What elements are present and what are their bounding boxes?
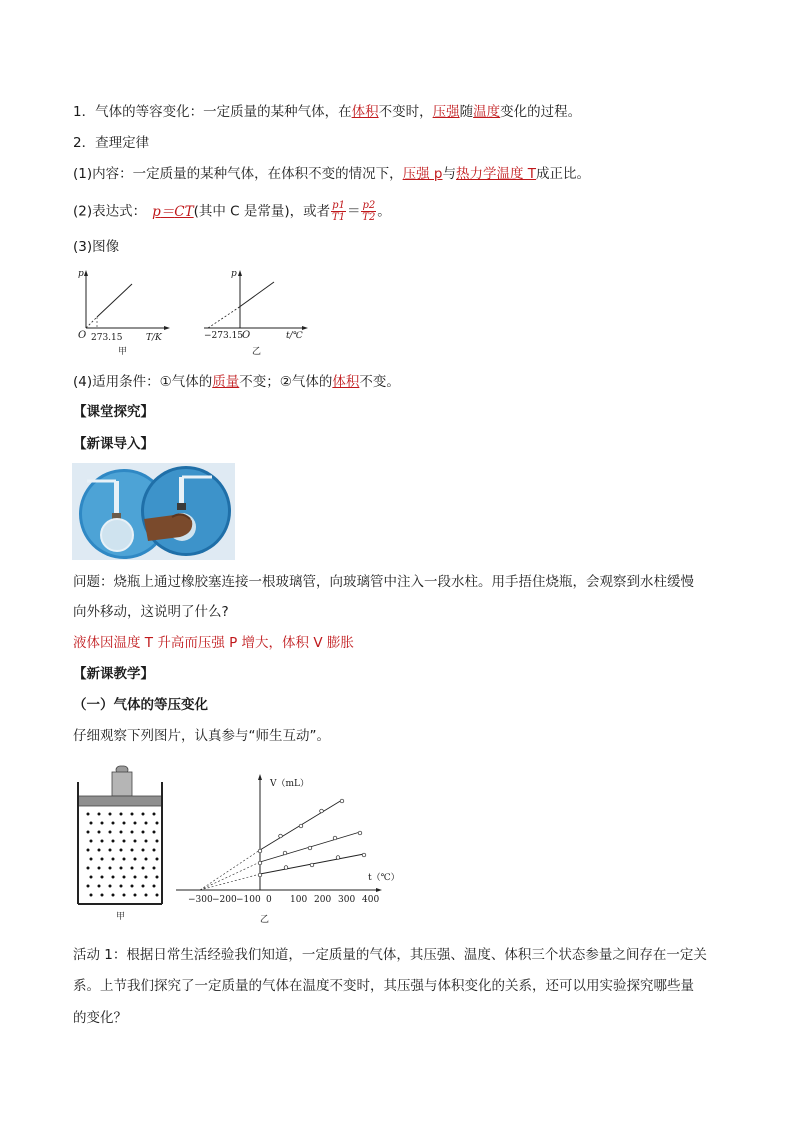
x-tick-label: −300 bbox=[188, 895, 213, 905]
gas-molecule bbox=[109, 831, 112, 834]
gas-molecule bbox=[120, 885, 123, 888]
gas-molecule bbox=[145, 858, 148, 861]
data-point bbox=[283, 851, 287, 855]
x-tick-label: −200 bbox=[212, 895, 237, 905]
data-point bbox=[258, 849, 262, 853]
volume-temperature-graph bbox=[172, 768, 402, 928]
gas-molecule bbox=[112, 822, 115, 825]
gas-molecule bbox=[101, 840, 104, 843]
law-expression: (2)表达式： p＝CT(其中 C 是常量)，或者 $\frac{p1}{T1}$ ＝ $\frac{p2}{T2}$ 。 bbox=[73, 200, 391, 223]
gas-molecule bbox=[123, 858, 126, 861]
gas-molecule bbox=[145, 840, 148, 843]
gas-molecule bbox=[134, 840, 137, 843]
gas-molecule bbox=[98, 849, 101, 852]
gas-molecule bbox=[112, 858, 115, 861]
gas-molecule bbox=[123, 876, 126, 879]
gas-molecule bbox=[101, 822, 104, 825]
heading-new-lesson-teaching: 【新课教学】 bbox=[73, 666, 154, 682]
gas-molecule bbox=[142, 867, 145, 870]
heading-new-lesson-intro: 【新课导入】 bbox=[73, 436, 154, 452]
fraction-2: $\frac{p2}{T2}$ bbox=[362, 200, 376, 223]
x-tick-label: 100 bbox=[290, 895, 308, 905]
graph-axis-y-label: V（mL） bbox=[270, 779, 310, 789]
gas-molecule bbox=[87, 813, 90, 816]
graph-yi-origin: O bbox=[242, 330, 251, 341]
gas-molecule bbox=[145, 876, 148, 879]
extrapolation-line bbox=[200, 874, 260, 890]
gas-molecule bbox=[101, 876, 104, 879]
graph-yi-axis-x: t/℃ bbox=[286, 331, 303, 341]
gas-molecule bbox=[145, 822, 148, 825]
gas-molecule bbox=[131, 885, 134, 888]
gas-molecule bbox=[142, 831, 145, 834]
data-point bbox=[308, 846, 312, 850]
question-line-2: 向外移动，这说明了什么? bbox=[73, 604, 229, 620]
graph-jia-origin: O bbox=[78, 330, 87, 341]
activity-line-2: 系。上节我们探究了一定质量的气体在温度不变时，其压强与体积变化的关系，还可以用实验探究哪些量 bbox=[73, 978, 694, 994]
gas-molecule bbox=[98, 831, 101, 834]
graph-yi bbox=[200, 266, 312, 362]
cylinder-figure bbox=[74, 762, 166, 922]
gas-molecule bbox=[112, 876, 115, 879]
data-point bbox=[336, 856, 340, 860]
gas-molecule bbox=[112, 840, 115, 843]
gas-molecule bbox=[90, 840, 93, 843]
gas-molecule bbox=[134, 858, 137, 861]
gas-molecule bbox=[109, 813, 112, 816]
applicable-conditions: (4)适用条件：①气体的质量不变；②气体的体积不变。 bbox=[73, 374, 400, 390]
gas-molecule bbox=[123, 894, 126, 897]
gas-molecule bbox=[120, 813, 123, 816]
gas-molecule bbox=[153, 813, 156, 816]
gas-molecule bbox=[131, 831, 134, 834]
gas-molecule bbox=[134, 894, 137, 897]
graph-yi-caption: 乙 bbox=[252, 347, 262, 357]
observe-instruction: 仔细观察下列图片，认真参与“师生互动”。 bbox=[73, 728, 330, 744]
graph-axis-x-label: t（℃） bbox=[368, 873, 400, 883]
gas-molecule bbox=[98, 885, 101, 888]
data-point bbox=[284, 866, 288, 870]
gas-molecule bbox=[87, 831, 90, 834]
fraction-1: $\frac{p1}{T1}$ bbox=[332, 200, 346, 223]
gas-molecule bbox=[120, 831, 123, 834]
graph-jia-axis-y: p bbox=[78, 269, 84, 279]
gas-molecule bbox=[142, 885, 145, 888]
gas-molecule bbox=[109, 885, 112, 888]
graph-heading: (3)图像 bbox=[73, 239, 120, 255]
gas-molecule bbox=[131, 813, 134, 816]
data-point bbox=[362, 853, 366, 857]
data-point bbox=[258, 861, 262, 865]
flask-photo bbox=[72, 463, 235, 560]
gas-molecule bbox=[156, 858, 159, 861]
x-tick-label: 400 bbox=[362, 895, 380, 905]
gas-molecule bbox=[112, 894, 115, 897]
gas-molecule bbox=[98, 867, 101, 870]
extrapolation-line bbox=[200, 862, 260, 890]
x-tick-label: 0 bbox=[266, 895, 272, 905]
x-tick-label: 200 bbox=[314, 895, 332, 905]
law-content: (1)内容：一定质量的某种气体，在体积不变的情况下，压强 p与热力学温度 T成正比。 bbox=[73, 166, 591, 182]
graph-jia-tick: 273.15 bbox=[91, 333, 123, 343]
gas-molecule bbox=[109, 867, 112, 870]
data-point bbox=[258, 873, 262, 877]
gas-molecule bbox=[90, 822, 93, 825]
gas-molecule bbox=[98, 813, 101, 816]
charles-law-heading: 2．查理定律 bbox=[73, 135, 150, 151]
gas-molecule bbox=[120, 849, 123, 852]
data-point bbox=[279, 834, 283, 838]
gas-molecule bbox=[87, 849, 90, 852]
gas-molecule bbox=[90, 858, 93, 861]
data-point bbox=[299, 824, 303, 828]
activity-line-3: 的变化？ bbox=[73, 1010, 127, 1026]
gas-molecule bbox=[134, 822, 137, 825]
gas-molecule bbox=[90, 894, 93, 897]
gas-molecule bbox=[153, 849, 156, 852]
graph-yi-tick: −273.15 bbox=[204, 331, 244, 341]
activity-line-1: 活动 1：根据日常生活经验我们知道，一定质量的气体，其压强、温度、体积三个状态参量之间存在一定关 bbox=[73, 947, 707, 963]
x-tick-label: −100 bbox=[236, 895, 261, 905]
graph-yi-axis-y: p bbox=[231, 269, 237, 279]
data-point bbox=[340, 799, 344, 803]
gas-molecule bbox=[153, 867, 156, 870]
gas-molecule bbox=[87, 867, 90, 870]
gas-molecule bbox=[156, 840, 159, 843]
data-point bbox=[358, 831, 362, 835]
cylinder-caption: 甲 bbox=[116, 912, 126, 922]
gas-molecule bbox=[131, 849, 134, 852]
data-point bbox=[320, 809, 324, 813]
gas-molecule bbox=[145, 894, 148, 897]
definition-isochoric: 1．气体的等容变化：一定质量的某种气体，在体积不变时，压强随温度变化的过程。 bbox=[73, 104, 582, 120]
section-isobaric: （一）气体的等压变化 bbox=[73, 697, 208, 713]
gas-molecule bbox=[156, 822, 159, 825]
gas-molecule bbox=[153, 831, 156, 834]
data-point bbox=[310, 863, 314, 867]
gas-molecule bbox=[123, 840, 126, 843]
extrapolation-line bbox=[200, 850, 260, 890]
question-line-1: 问题：烧瓶上通过橡胶塞连接一根玻璃管，向玻璃管中注入一段水柱。用手捂住烧瓶，会观察到水柱缓慢 bbox=[73, 574, 694, 590]
heading-classroom-explore: 【课堂探究】 bbox=[73, 404, 154, 420]
gas-molecule bbox=[156, 876, 159, 879]
gas-molecule bbox=[101, 858, 104, 861]
gas-molecule bbox=[142, 849, 145, 852]
data-point bbox=[333, 836, 337, 840]
gas-molecule bbox=[90, 876, 93, 879]
graph-jia-caption: 甲 bbox=[118, 347, 128, 357]
gas-molecule bbox=[156, 894, 159, 897]
gas-molecule bbox=[123, 822, 126, 825]
gas-molecule bbox=[87, 885, 90, 888]
graph-caption: 乙 bbox=[260, 915, 270, 925]
gas-molecule bbox=[153, 885, 156, 888]
graph-jia bbox=[74, 266, 174, 362]
answer: 液体因温度 T 升高而压强 P 增大，体积 V 膨胀 bbox=[73, 635, 354, 651]
x-tick-label: 300 bbox=[338, 895, 356, 905]
gas-molecule bbox=[109, 849, 112, 852]
gas-molecule bbox=[142, 813, 145, 816]
gas-molecule bbox=[134, 876, 137, 879]
gas-molecule bbox=[131, 867, 134, 870]
gas-molecule bbox=[120, 867, 123, 870]
graph-jia-axis-x: T/K bbox=[146, 333, 162, 343]
gas-molecule bbox=[101, 894, 104, 897]
